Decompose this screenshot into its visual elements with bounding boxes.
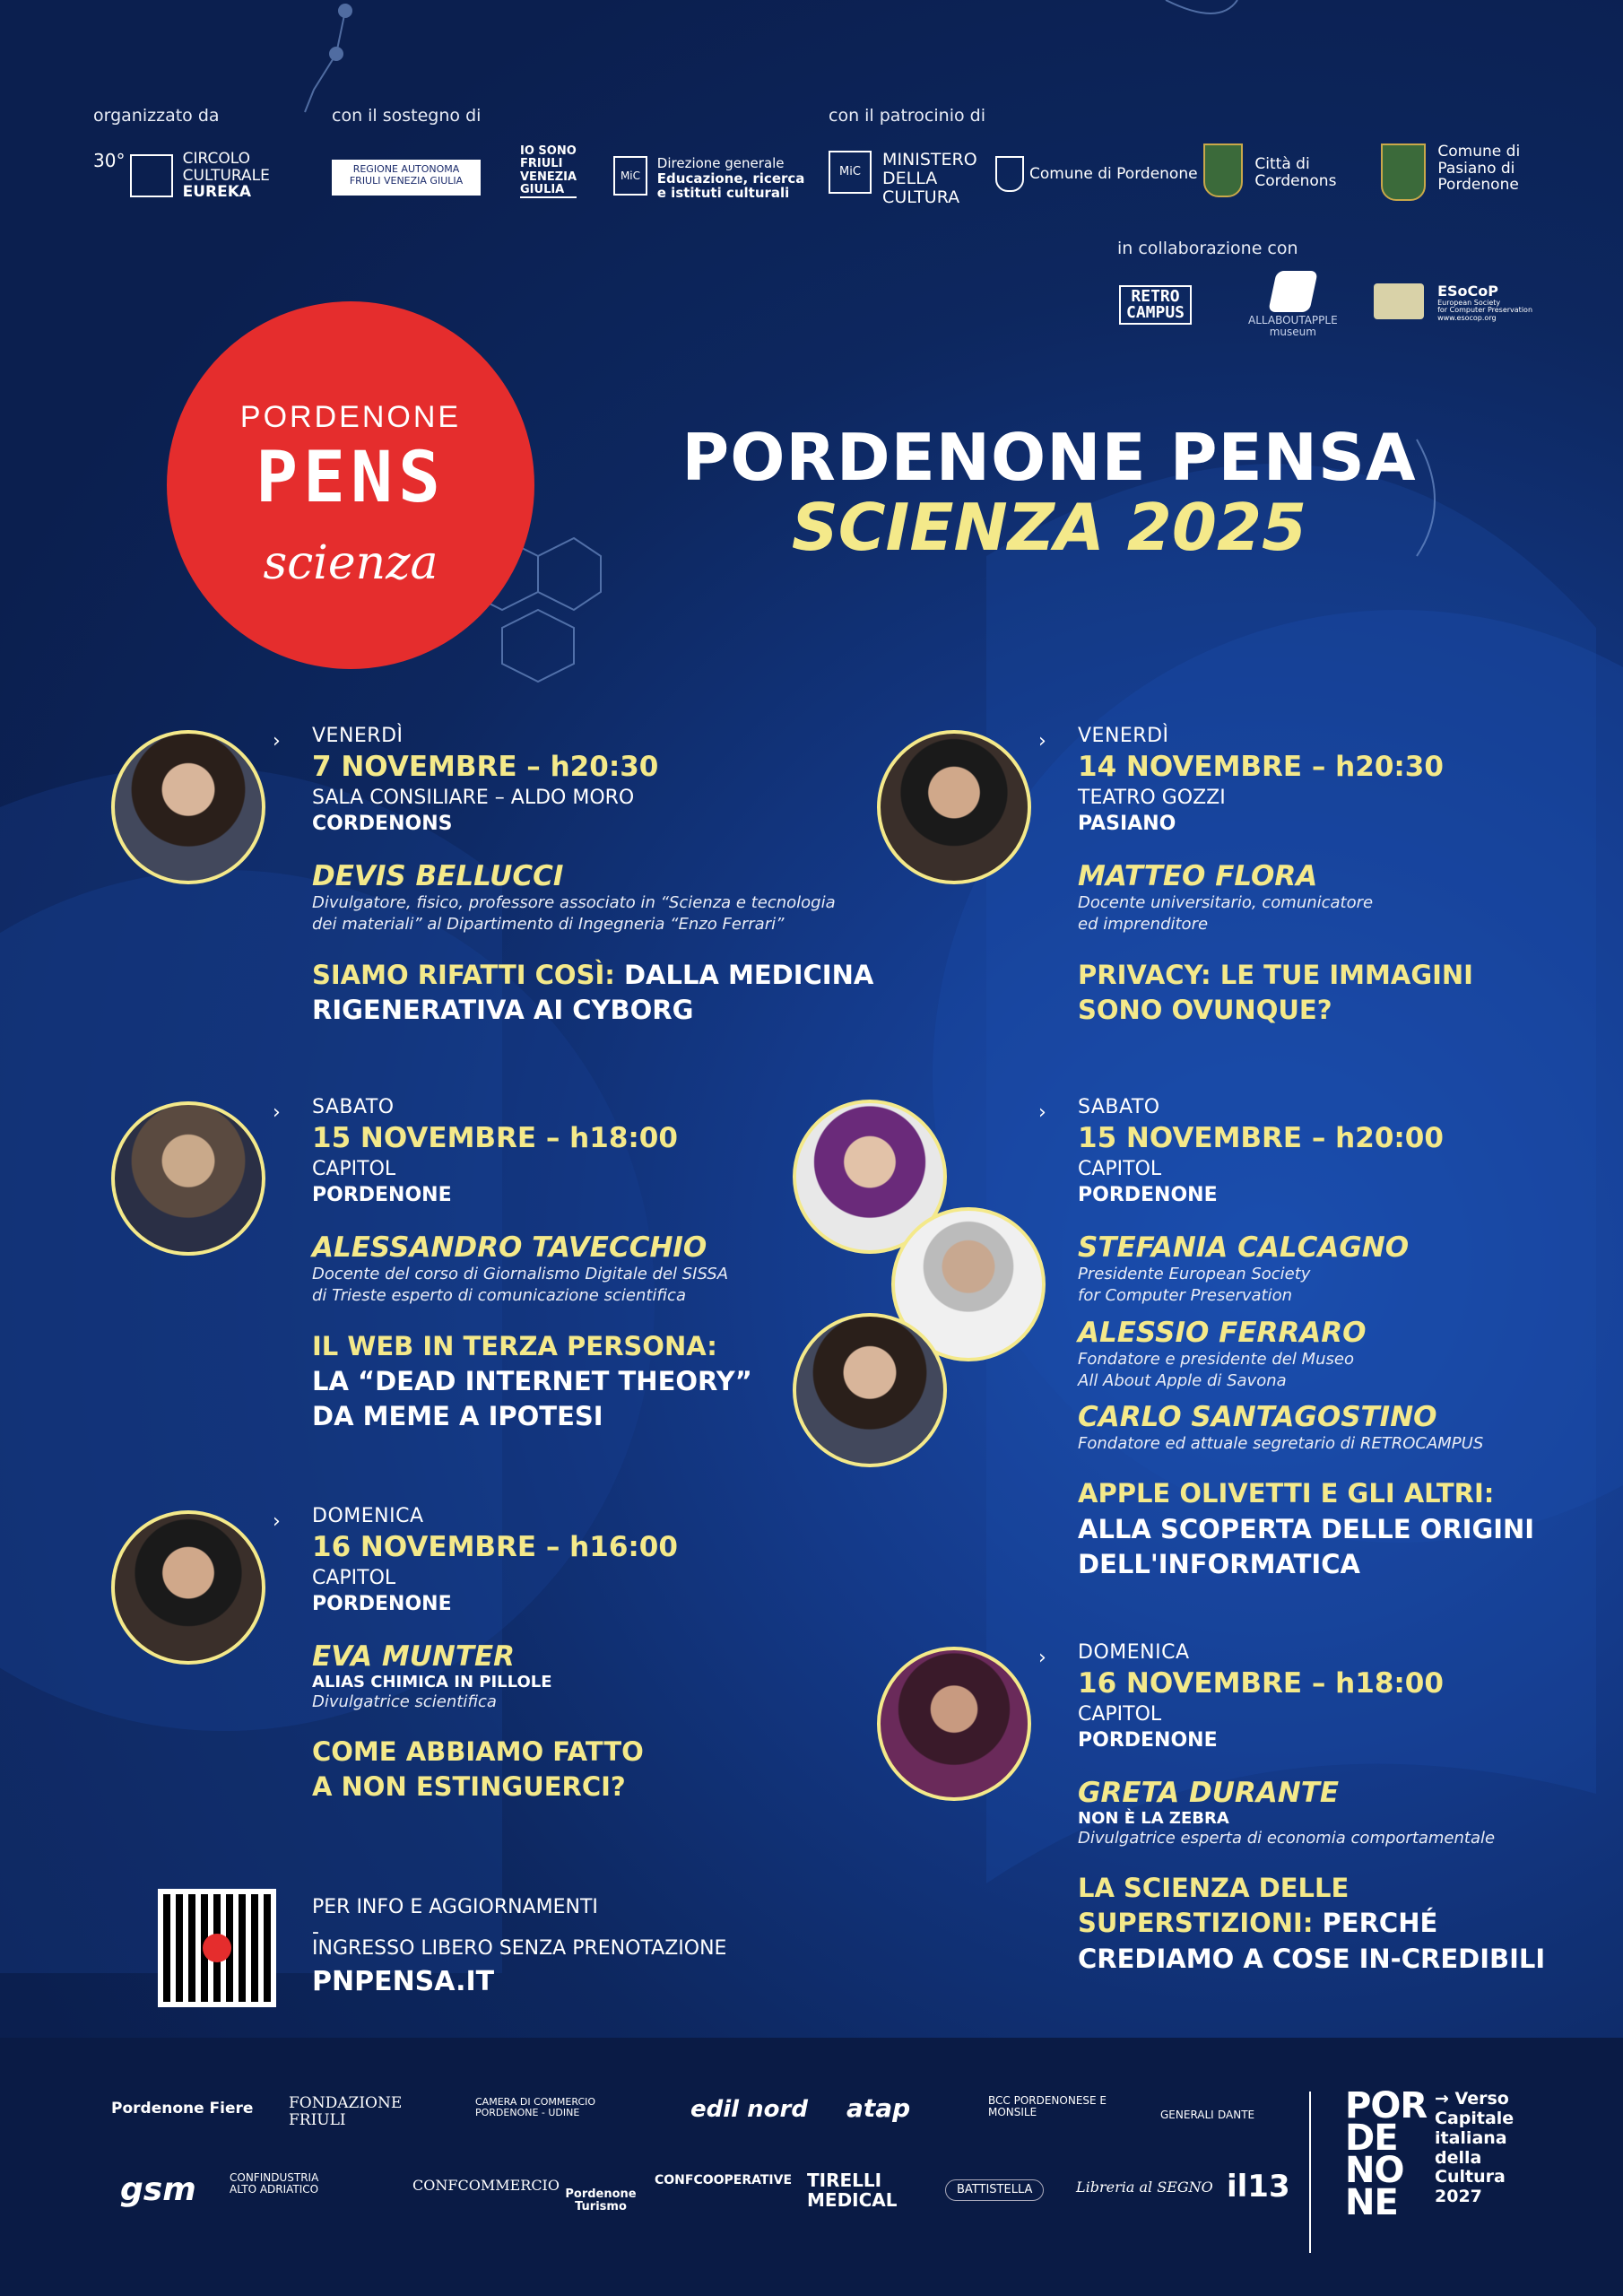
speaker-desc: Docente universitario, comunicatore — [1078, 893, 1374, 912]
event-city: PORDENONE — [1078, 1184, 1218, 1206]
event-day: SABATO — [1078, 1096, 1160, 1118]
organizer-line: CULTURALE — [182, 166, 270, 185]
sponsor-regione-logo — [332, 160, 481, 196]
info-text: INGRESSO LIBERO SENZA PRENOTAZIONE — [312, 1937, 727, 1960]
speaker-name: STEFANIA CALCAGNO — [1078, 1231, 1410, 1264]
sponsor-line: FRIULI VENEZIA GIULIA — [349, 175, 464, 187]
sponsor-logo: Pordenone Turismo — [565, 2187, 637, 2214]
chevron-right-icon: › — [273, 1101, 281, 1124]
speaker-desc: ed imprenditore — [1078, 915, 1209, 935]
sponsor-logo: GENERALI — [1160, 2109, 1214, 2121]
talk-title: DALLA MEDICINA — [614, 959, 874, 990]
pordenone-pensa-logo — [167, 301, 534, 669]
talk-title: A NON ESTINGUERCI? — [312, 1771, 626, 1803]
patron-ministero-logo — [829, 151, 977, 207]
mic-icon: MiC — [613, 156, 647, 196]
collab-line: CAMPUS — [1126, 303, 1185, 322]
patron-line: DELLA — [882, 168, 938, 188]
speaker-name: ALESSIO FERRARO — [1078, 1316, 1367, 1349]
sponsor-logo: Libreria al SEGNO — [1076, 2179, 1213, 2196]
event-card — [312, 725, 940, 1028]
sponsor-line: REGIONE AUTONOMA — [352, 163, 460, 175]
qr-logo-icon — [203, 1934, 231, 1962]
info-dash: - — [312, 1921, 319, 1944]
logo-letters: NO — [1345, 2150, 1404, 2191]
chevron-right-icon: › — [1038, 1647, 1046, 1669]
sponsor-logo: CONFINDUSTRIA ALTO ADRIATICO — [230, 2171, 319, 2196]
logo-top-text: PORDENONE — [239, 400, 462, 434]
collaborazione-label: in collaborazione con — [1117, 239, 1298, 258]
speaker-desc: All About Apple di Savona — [1078, 1370, 1287, 1390]
speaker-photo-munter — [111, 1510, 265, 1665]
sponsor-logo: BATTISTELLA — [945, 2179, 1044, 2201]
speaker-photo-santagostino — [793, 1313, 947, 1467]
event-venue: CAPITOL — [1078, 1158, 1162, 1180]
talk-highlight: SIAMO RIFATTI COSÌ: — [312, 959, 615, 990]
sponsor-logo: edil nord — [690, 2096, 808, 2123]
patron-line: Pordenone — [1437, 176, 1519, 195]
event-venue: TEATRO GOZZI — [1078, 787, 1226, 809]
speaker-desc: Fondatore e presidente del Museo — [1078, 1349, 1354, 1369]
sponsor-line: VENEZIA — [520, 170, 577, 184]
talk-title: SONO OVUNQUE? — [1078, 994, 1332, 1025]
event-venue: SALA CONSILIARE – ALDO MORO — [312, 787, 635, 809]
collab-line: for Computer Preservation — [1437, 306, 1533, 315]
chevron-right-icon: › — [1038, 730, 1046, 752]
event-city: PORDENONE — [312, 1593, 452, 1615]
patron-cordenons-logo — [1203, 144, 1336, 197]
patron-line: Pasiano di — [1437, 159, 1515, 178]
sostegno-label: con il sostegno di — [332, 106, 482, 126]
sponsor-line: Educazione, ricerca — [656, 170, 805, 187]
event-day: DOMENICA — [1078, 1641, 1190, 1664]
speaker-name: MATTEO FLORA — [1078, 860, 1318, 892]
page-title: PORDENONE PENSA — [681, 420, 1417, 495]
speaker-desc: Fondatore ed attuale segretario di RETROCAMPUS — [1078, 1434, 1484, 1454]
speaker-name: CARLO SANTAGOSTINO — [1078, 1401, 1437, 1434]
collab-line: RETRO — [1131, 287, 1180, 306]
sponsor-line: e istituti culturali — [656, 185, 790, 201]
speaker-photo-durante — [877, 1647, 1031, 1801]
collab-line: ALLABOUTAPPLE — [1248, 314, 1338, 327]
apple-museum-icon — [1268, 271, 1318, 312]
event-date: 15 NOVEMBRE – h20:00 — [1078, 1122, 1444, 1154]
event-date: 16 NOVEMBRE – h18:00 — [1078, 1667, 1444, 1700]
patron-line: Cordenons — [1254, 171, 1337, 190]
sponsor-logo: TIRELLI MEDICAL — [807, 2170, 898, 2211]
eureka-icon — [130, 154, 173, 197]
sponsor-logo: il13 — [1227, 2169, 1290, 2205]
esocop-logo — [1374, 283, 1532, 324]
sponsor-logo: Pordenone Fiere — [111, 2100, 254, 2118]
sponsor-line: IO SONO — [520, 144, 577, 158]
speaker-photo-tavecchio — [111, 1101, 265, 1256]
talk-title: ALLA SCOPERTA DELLE ORIGINI — [1078, 1513, 1535, 1544]
patron-pordenone-logo — [995, 156, 1198, 192]
capitale-line: Capitale — [1435, 2108, 1515, 2128]
sponsor-logo: atap — [846, 2093, 911, 2123]
mic-icon: MiC — [829, 151, 872, 194]
event-city: PORDENONE — [312, 1184, 452, 1206]
talk-title: CREDIAMO A COSE IN-CREDIBILI — [1078, 1943, 1546, 1974]
sponsor-logo: CONFCOOPERATIVE — [655, 2173, 793, 2187]
event-date: 7 NOVEMBRE – h20:30 — [312, 751, 659, 783]
speaker-desc: Docente del corso di Giornalismo Digitale del SISSA — [312, 1265, 729, 1283]
event-card — [1078, 1641, 1623, 1977]
collab-line: museum — [1269, 326, 1316, 339]
talk-title: DELL'INFORMATICA — [1078, 1548, 1360, 1579]
sponsor-line: GIULIA — [520, 182, 565, 196]
allaboutapple-logo — [1248, 271, 1338, 339]
logo-middle-text: PENS — [256, 438, 446, 518]
organizer-line: CIRCOLO — [182, 150, 250, 168]
event-card — [1078, 725, 1623, 1028]
capitale-line: Cultura — [1435, 2167, 1506, 2187]
speaker-name: ALESSANDRO TAVECCHIO — [312, 1231, 707, 1264]
talk-highlight: APPLE OLIVETTI E GLI ALTRI: — [1078, 1478, 1495, 1509]
speaker-desc: Presidente European Society — [1078, 1265, 1311, 1283]
pordenone-capitale-logo — [1345, 2085, 1428, 2223]
patron-line: Comune di Pordenone — [1029, 165, 1198, 183]
chevron-right-icon: › — [273, 730, 281, 752]
event-card — [312, 1505, 940, 1805]
talk-title: COME ABBIAMO FATTO — [312, 1736, 644, 1768]
patron-line: Città di — [1254, 155, 1310, 173]
footer-divider — [1309, 2092, 1311, 2253]
footer — [0, 2038, 1623, 2296]
crest-icon — [1381, 144, 1426, 201]
organizer-logo — [93, 151, 270, 201]
capitale-cultura-text — [1435, 2090, 1514, 2207]
collab-line: www.esocop.org — [1437, 314, 1497, 323]
event-venue: CAPITOL — [1078, 1703, 1162, 1726]
capitale-line: 2027 — [1435, 2187, 1482, 2207]
talk-title: RIGENERATIVA AI CYBORG — [312, 994, 694, 1025]
event-date: 15 NOVEMBRE – h18:00 — [312, 1122, 678, 1154]
logo-letters: POR — [1345, 2085, 1428, 2126]
sponsor-logo: DANTE — [1218, 2109, 1255, 2121]
patron-line: MINISTERO — [882, 150, 977, 170]
speaker-name: GRETA DURANTE — [1078, 1777, 1340, 1809]
chevron-right-icon: › — [1038, 1101, 1046, 1124]
event-day: SABATO — [312, 1096, 395, 1118]
organizer-line: EUREKA — [182, 183, 252, 202]
page-subtitle: SCIENZA 2025 — [791, 490, 1307, 565]
talk-title: LA “DEAD INTERNET THEORY” — [312, 1365, 752, 1396]
sponsor-mic-logo — [613, 156, 804, 201]
capitale-line: italiana — [1435, 2127, 1507, 2148]
chevron-right-icon: › — [273, 1510, 281, 1533]
sponsor-logo: gsm — [120, 2171, 196, 2208]
sponsor-logo: FONDAZIONE FRIULI — [289, 2094, 403, 2129]
event-venue: CAPITOL — [312, 1567, 396, 1589]
organizzato-label: organizzato da — [93, 106, 220, 126]
talk-title: PERCHÉ — [1313, 1908, 1438, 1939]
capitale-line: della — [1435, 2147, 1482, 2168]
talk-highlight: SUPERSTIZIONI: — [1078, 1908, 1314, 1939]
info-text: PER INFO E AGGIORNAMENTI — [312, 1896, 598, 1918]
website-link[interactable]: PNPENSA.IT — [312, 1966, 495, 1997]
computer-icon — [1374, 283, 1424, 319]
event-card — [1078, 1096, 1623, 1582]
event-date: 16 NOVEMBRE – h16:00 — [312, 1531, 678, 1563]
sponsor-logo: CAMERA DI COMMERCIO PORDENONE - UDINE — [475, 2096, 596, 2119]
talk-highlight: LA SCIENZA DELLE — [1078, 1873, 1350, 1904]
crest-icon — [1203, 144, 1243, 197]
event-venue: CAPITOL — [312, 1158, 396, 1180]
speaker-name: EVA MUNTER — [312, 1640, 516, 1673]
sponsor-logo: BCC PORDENONESE E MONSILE — [988, 2094, 1107, 2119]
event-city: CORDENONS — [312, 813, 453, 835]
logo-letters: DE — [1345, 2118, 1398, 2159]
speaker-desc: dei materiali” al Dipartimento di Ingegneria “Enzo Ferrari” — [312, 915, 785, 935]
speaker-desc: Divulgatrice esperta di economia comportamentale — [1078, 1829, 1496, 1848]
speaker-desc: Divulgatore, fisico, professore associato in “Scienza e tecnologia — [312, 893, 836, 912]
patron-pasiano-logo — [1381, 144, 1520, 201]
crest-icon — [995, 156, 1024, 192]
capitale-line: → Verso — [1435, 2089, 1509, 2109]
speaker-photo-bellucci — [111, 730, 265, 884]
speaker-alias: ALIAS CHIMICA IN PILLOLE — [312, 1673, 552, 1692]
organizer-badge: 30° — [93, 150, 126, 171]
speaker-name: DEVIS BELLUCCI — [312, 860, 564, 892]
event-city: PASIANO — [1078, 813, 1176, 835]
patron-line: Comune di — [1437, 143, 1521, 161]
speaker-desc: Divulgatrice scientifica — [312, 1692, 497, 1711]
qr-code[interactable] — [158, 1889, 276, 2007]
event-day: DOMENICA — [312, 1505, 424, 1527]
sponsor-line: FRIULI — [520, 157, 563, 171]
event-date: 14 NOVEMBRE – h20:30 — [1078, 751, 1444, 783]
event-day: VENERDÌ — [312, 725, 404, 747]
sponsor-fvg-logo — [520, 145, 577, 198]
patron-line: CULTURA — [882, 187, 960, 207]
collab-line: European Society — [1437, 298, 1501, 307]
sponsor-line: Direzione generale — [656, 155, 785, 171]
patrocinio-label: con il patrocinio di — [829, 106, 985, 126]
event-city: PORDENONE — [1078, 1729, 1218, 1752]
speaker-alias: NON È LA ZEBRA — [1078, 1809, 1229, 1828]
talk-highlight: IL WEB IN TERZA PERSONA: — [312, 1330, 717, 1361]
speaker-desc: for Computer Preservation — [1078, 1286, 1293, 1306]
event-day: VENERDÌ — [1078, 725, 1169, 747]
collab-line: ESoCoP — [1437, 283, 1498, 300]
speaker-photo-flora — [877, 730, 1031, 884]
speaker-desc: di Trieste esperto di comunicazione scientifica — [312, 1286, 686, 1306]
logo-letters: NE — [1345, 2182, 1398, 2223]
talk-title: DA MEME A IPOTESI — [312, 1400, 603, 1431]
logo-bottom-text: scienza — [263, 536, 438, 590]
sponsor-logo: CONFCOMMERCIO — [412, 2177, 560, 2194]
retrocampus-logo — [1119, 285, 1192, 325]
talk-title: PRIVACY: LE TUE IMMAGINI — [1078, 959, 1473, 990]
